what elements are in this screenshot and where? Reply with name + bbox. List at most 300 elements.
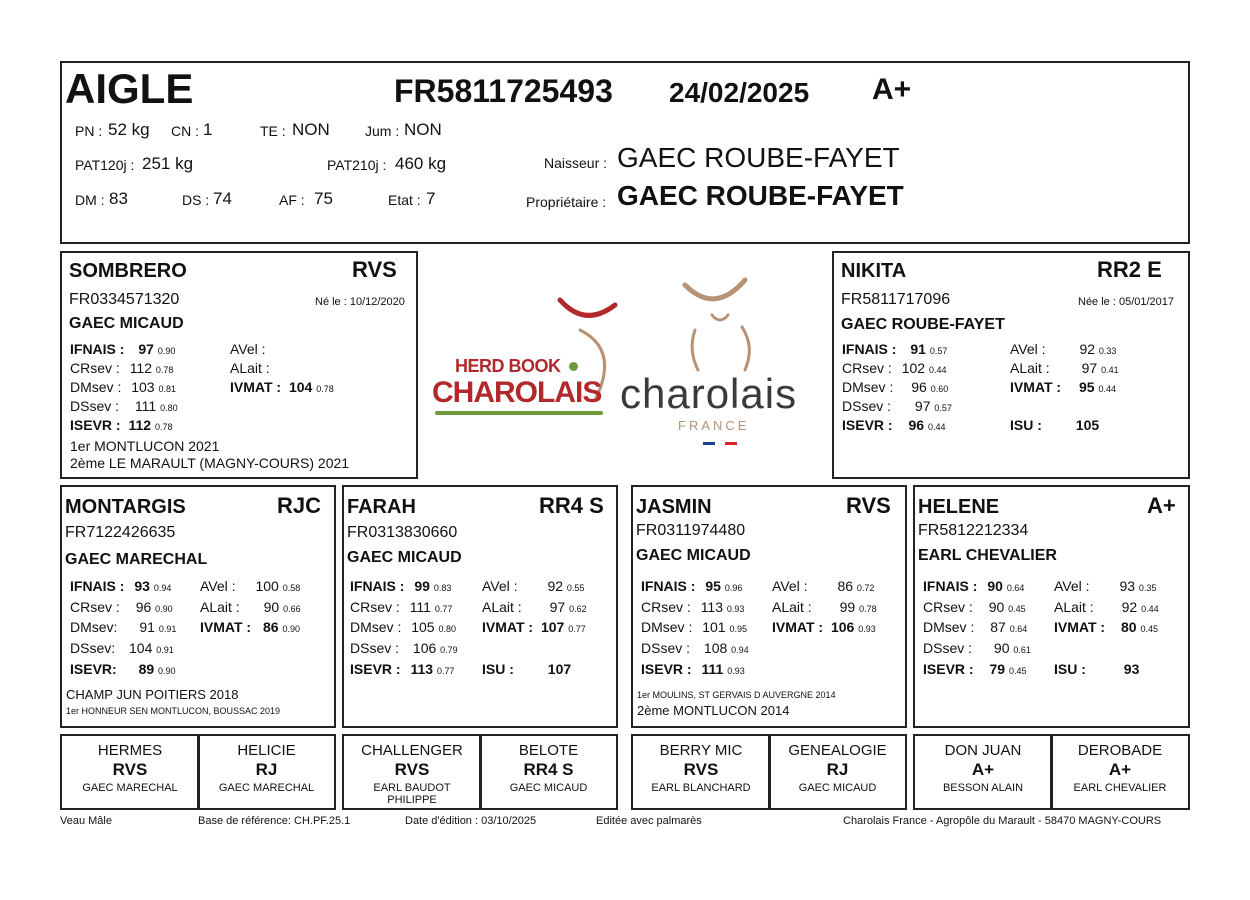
isevr-precision: 0.90 <box>158 666 176 676</box>
ggp-name: GENEALOGIE <box>788 742 887 759</box>
dmsev-precision: 0.64 <box>1009 624 1028 634</box>
gp-dmsev-row <box>70 619 176 635</box>
ggp-cell <box>1050 734 1190 810</box>
ggp-qualification: A+ <box>1108 760 1132 779</box>
gp-name: FARAH <box>347 496 416 518</box>
isu-value: 107 <box>547 661 572 677</box>
ifnais-label: IFNAIS : <box>641 578 696 594</box>
gp-alait-row <box>482 599 587 615</box>
ifnais-label: IFNAIS : <box>923 578 978 594</box>
crsev-label: CRsev : <box>350 599 400 615</box>
gp-ifnais-row <box>641 578 742 594</box>
ggp-owner: EARL BAUDOT PHILIPPE <box>373 782 451 806</box>
isevr-precision: 0.77 <box>436 666 455 676</box>
gp-owner: GAEC MARECHAL <box>65 551 208 568</box>
isevr-value: 96 <box>908 417 925 433</box>
granddam-maternal-box <box>913 485 1190 728</box>
footer-organization: Charolais France - Agropôle du Marault - 58470 MAGNY-COURS <box>843 815 1162 827</box>
dmsev-label: DMsev : <box>70 379 122 395</box>
pn-value: 52 kg <box>108 120 150 139</box>
avel-precision: 0.55 <box>566 583 585 593</box>
isevr-precision: 0.45 <box>1008 666 1027 676</box>
flag-red-bar <box>725 442 737 445</box>
isu-label: ISU : <box>1010 417 1042 433</box>
ggp-name: HERMES <box>97 742 163 759</box>
dssev-label: DSsev : <box>641 640 691 656</box>
crsev-label: CRsev : <box>70 360 120 376</box>
isevr-value: 89 <box>138 661 155 677</box>
isevr-value: 112 <box>128 417 152 433</box>
ggp-name: HELICIE <box>237 742 296 759</box>
ivmat-precision: 0.93 <box>858 624 876 634</box>
gp-qualification: RJC <box>277 493 322 518</box>
crsev-precision: 0.78 <box>155 365 174 375</box>
crsev-value: 111 <box>409 599 431 615</box>
dam-qualification: RR2 E <box>1097 257 1162 282</box>
pat120-label: PAT120j : <box>75 157 135 173</box>
gp-crsev-row <box>70 599 173 615</box>
dam-alait-row <box>1010 360 1119 376</box>
cn-value: 1 <box>203 120 213 139</box>
gp-avel-row <box>772 578 874 594</box>
gp-dmsev-row <box>350 619 456 635</box>
ggp-qualification: A+ <box>971 760 995 779</box>
gp-title-1: CHAMP JUN POITIERS 2018 <box>66 687 239 702</box>
dam-name: NIKITA <box>841 260 907 282</box>
isevr-precision: 0.44 <box>927 422 946 432</box>
gp-name: MONTARGIS <box>65 496 186 518</box>
dmsev-precision: 0.80 <box>438 624 457 634</box>
avel-precision: 0.72 <box>856 583 875 593</box>
gp-dssev-row <box>641 640 749 656</box>
gp-name: JASMIN <box>636 496 712 518</box>
flag-blue-bar <box>703 442 715 445</box>
sire-name: SOMBRERO <box>69 260 187 282</box>
dmsev-precision: 0.95 <box>729 624 748 634</box>
dssev-value: 104 <box>129 640 153 656</box>
ggp-cell <box>768 734 907 810</box>
herdbook-dot-icon <box>569 362 578 371</box>
sire-alait-row <box>230 360 270 376</box>
avel-label: AVel : <box>482 578 518 594</box>
gp-dssev-row <box>70 640 174 656</box>
alait-label: ALait : <box>200 599 240 615</box>
gp-isu-row <box>1054 661 1139 677</box>
te-value: NON <box>292 120 330 139</box>
crsev-label: CRsev : <box>842 360 892 376</box>
dam-birth-date: Née le : 05/01/2017 <box>1078 296 1175 308</box>
gp-ivmat-row <box>482 619 586 635</box>
dmsev-value: 105 <box>411 619 435 635</box>
sire-isevr-row <box>70 417 172 433</box>
dam-avel-row <box>1010 341 1116 357</box>
dam-ifnais-row <box>842 341 947 357</box>
isevr-label: ISEVR : <box>641 661 692 677</box>
isevr-label: ISEVR : <box>923 661 974 677</box>
ivmat-label: IVMAT : <box>200 619 252 635</box>
ggp-owner: BESSON ALAIN <box>942 782 1024 794</box>
alait-label: ALait : <box>1010 360 1050 376</box>
proprietaire-value: GAEC ROUBE-FAYET <box>617 180 904 211</box>
avel-precision: 0.58 <box>282 583 301 593</box>
dam-isu-row <box>1010 417 1099 433</box>
ggp-qualification: RVS <box>394 760 430 779</box>
ggp-owner: EARL CHEVALIER <box>1073 782 1167 794</box>
isu-value: 105 <box>1075 417 1100 433</box>
crsev-precision: 0.93 <box>726 604 745 614</box>
alait-value: 90 <box>263 599 280 615</box>
dssev-value: 106 <box>412 640 437 656</box>
sire-title-2: 2ème LE MARAULT (MAGNY-COURS) 2021 <box>70 455 350 471</box>
gp-crsev-row <box>641 599 744 615</box>
isevr-label: ISEVR : <box>350 661 401 677</box>
dam-dmsev-row <box>842 379 948 395</box>
ifnais-value: 93 <box>134 578 150 594</box>
ggp-cell <box>60 734 200 810</box>
crsev-precision: 0.90 <box>155 604 173 614</box>
af-label: AF : <box>279 192 305 208</box>
gp-alait-row <box>200 599 301 615</box>
proprietaire-label: Propriétaire : <box>526 194 607 210</box>
avel-label: AVel : <box>230 341 266 357</box>
animal-id: FR5811725493 <box>394 73 613 109</box>
crsev-precision: 0.45 <box>1008 604 1026 614</box>
ifnais-label: IFNAIS : <box>70 578 125 594</box>
isevr-value: 113 <box>410 661 434 677</box>
ivmat-value: 107 <box>540 619 565 635</box>
isevr-label: ISEVR : <box>70 417 121 433</box>
alait-label: ALait : <box>230 360 270 376</box>
af-value: 75 <box>314 189 333 208</box>
ifnais-value: 91 <box>910 341 926 357</box>
dssev-precision: 0.91 <box>156 645 174 655</box>
footer-base: Base de référence: CH.PF.25.1 <box>198 815 351 827</box>
ggp-qualification: RVS <box>112 760 148 779</box>
alait-precision: 0.66 <box>283 604 301 614</box>
ggp-name: CHALLENGER <box>361 742 463 759</box>
dam-box <box>832 251 1190 479</box>
footer-palmares: Editée avec palmarès <box>596 815 702 827</box>
ivmat-precision: 0.78 <box>316 384 334 394</box>
gp-ifnais-row <box>350 578 451 594</box>
ggp-cell <box>197 734 336 810</box>
ifnais-value: 90 <box>987 578 1003 594</box>
ggp-name: DEROBADE <box>1077 742 1163 759</box>
ifnais-value: 97 <box>138 341 154 357</box>
gp-ivmat-row <box>200 619 300 635</box>
ifnais-precision: 0.96 <box>724 583 743 593</box>
sire-ivmat-row <box>230 379 334 395</box>
ggp-qualification: RJ <box>826 760 849 779</box>
gp-id: FR0311974480 <box>636 522 746 539</box>
dmsev-label: DMsev : <box>842 379 894 395</box>
ivmat-precision: 0.44 <box>1098 384 1116 394</box>
gp-title-1: 1er MOULINS, ST GERVAIS D AUVERGNE 2014 <box>637 690 836 700</box>
sire-qualification: RVS <box>352 257 397 282</box>
isu-label: ISU : <box>1054 661 1086 677</box>
ggp-cell <box>479 734 618 810</box>
ifnais-label: IFNAIS : <box>350 578 405 594</box>
animal-date: 24/02/2025 <box>669 77 810 108</box>
crsev-precision: 0.77 <box>434 604 453 614</box>
gp-title-2: 2ème MONTLUCON 2014 <box>637 703 790 718</box>
dssev-label: DSsev : <box>350 640 400 656</box>
ggp-cell <box>913 734 1053 810</box>
alait-precision: 0.62 <box>569 604 587 614</box>
gp-avel-row <box>1054 578 1156 594</box>
gp-name: HELENE <box>918 496 1000 518</box>
animal-name: AIGLE <box>65 65 194 112</box>
ivmat-value: 95 <box>1078 379 1095 395</box>
pat120-value: 251 kg <box>142 154 194 173</box>
alait-label: ALait : <box>772 599 812 615</box>
crsev-precision: 0.44 <box>928 365 947 375</box>
ggp-name: BELOTE <box>518 742 579 759</box>
gp-crsev-row <box>923 599 1026 615</box>
sire-crsev-row <box>70 360 173 376</box>
herdbook-top-text: HERD BOOK <box>455 356 561 376</box>
dmsev-label: DMsev : <box>641 619 693 635</box>
gp-qualification: RR4 S <box>539 493 604 518</box>
dssev-value: 111 <box>134 398 157 414</box>
dam-ivmat-row <box>1010 379 1116 395</box>
animal-qualification: A+ <box>872 73 912 106</box>
gp-isevr-row <box>641 661 745 677</box>
ggp-owner: GAEC MARECHAL <box>82 782 178 794</box>
crsev-value: 96 <box>135 599 152 615</box>
avel-label: AVel : <box>1054 578 1090 594</box>
isevr-precision: 0.93 <box>727 666 745 676</box>
dm-label: DM : <box>75 192 105 208</box>
crsev-value: 102 <box>901 360 926 376</box>
ggp-name: DON JUAN <box>944 742 1022 759</box>
dmsev-value: 101 <box>702 619 726 635</box>
dssev-value: 108 <box>703 640 728 656</box>
dssev-label: DSsev : <box>70 398 120 414</box>
dmsev-label: DMsev : <box>350 619 402 635</box>
animal-header-box <box>60 61 1190 244</box>
dmsev-precision: 0.81 <box>158 384 177 394</box>
isevr-value: 79 <box>989 661 1006 677</box>
gp-ivmat-row <box>772 619 876 635</box>
dmsev-value: 96 <box>911 379 927 395</box>
crsev-value: 112 <box>129 360 153 376</box>
avel-label: AVel : <box>1010 341 1046 357</box>
ifnais-label: IFNAIS : <box>842 341 897 357</box>
sire-ifnais-row <box>70 341 175 357</box>
dssev-label: DSsev : <box>923 640 973 656</box>
charolais-logo-text: charolais <box>620 370 798 417</box>
ifnais-value: 95 <box>705 578 721 594</box>
crsev-value: 113 <box>700 599 724 615</box>
gp-owner: GAEC MICAUD <box>347 549 462 566</box>
sire-box <box>60 251 418 479</box>
dssev-label: DSsev : <box>842 398 892 414</box>
naisseur-value: GAEC ROUBE-FAYET <box>617 142 900 173</box>
ivmat-value: 104 <box>288 379 313 395</box>
herdbook-underline <box>435 411 603 415</box>
footer-sex: Veau Mâle <box>60 815 112 827</box>
dssev-precision: 0.80 <box>160 403 178 413</box>
gp-qualification: A+ <box>1147 493 1176 518</box>
gp-isevr-row <box>70 661 176 677</box>
dssev-precision: 0.61 <box>1013 645 1031 655</box>
alait-value: 97 <box>1081 360 1098 376</box>
sire-id: FR0334571320 <box>69 291 180 308</box>
ggp-cell <box>342 734 482 810</box>
dm-value: 83 <box>109 189 128 208</box>
sire-birth-date: Né le : 10/12/2020 <box>315 296 405 308</box>
alait-value: 99 <box>839 599 856 615</box>
ifnais-precision: 0.90 <box>157 346 176 356</box>
avel-precision: 0.35 <box>1138 583 1157 593</box>
sire-avel-row <box>230 341 266 357</box>
gp-alait-row <box>772 599 877 615</box>
ivmat-value: 80 <box>1120 619 1137 635</box>
dmsev-value: 91 <box>139 619 155 635</box>
gp-title-2: 1er HONNEUR SEN MONTLUCON, BOUSSAC 2019 <box>66 706 281 716</box>
avel-value: 92 <box>547 578 564 594</box>
ggp-owner: GAEC MARECHAL <box>218 782 315 794</box>
dssev-precision: 0.57 <box>934 403 952 413</box>
ggp-owner: EARL BLANCHARD <box>651 782 751 794</box>
grandsire-maternal-box <box>631 485 907 728</box>
alait-value: 92 <box>1121 599 1138 615</box>
jum-value: NON <box>404 120 442 139</box>
ggp-name: BERRY MIC <box>659 742 743 759</box>
ggp-cell <box>631 734 771 810</box>
cn-label: CN : <box>171 123 199 139</box>
isevr-label: ISEVR : <box>842 417 893 433</box>
ggp-qualification: RJ <box>255 760 278 779</box>
ifnais-precision: 0.83 <box>433 583 452 593</box>
alait-precision: 0.44 <box>1141 604 1159 614</box>
avel-label: AVel : <box>200 578 236 594</box>
ggp-owner: GAEC MICAUD <box>509 782 588 794</box>
footer-edit-date: Date d'édition : 03/10/2025 <box>405 815 537 827</box>
ivmat-label: IVMAT : <box>1010 379 1062 395</box>
gp-owner: EARL CHEVALIER <box>918 547 1057 564</box>
etat-value: 7 <box>426 189 436 208</box>
ifnais-label: IFNAIS : <box>70 341 125 357</box>
gp-ivmat-row <box>1054 619 1158 635</box>
sire-dssev-row <box>70 398 178 414</box>
ifnais-precision: 0.94 <box>153 583 172 593</box>
dssev-label: DSsev: <box>70 640 116 656</box>
avel-value: 100 <box>255 578 279 594</box>
crsev-value: 90 <box>988 599 1005 615</box>
gp-id: FR5812212334 <box>918 522 1029 539</box>
gp-ifnais-row <box>70 578 171 594</box>
crsev-label: CRsev : <box>641 599 691 615</box>
isevr-value: 111 <box>701 661 724 677</box>
pn-label: PN : <box>75 123 103 139</box>
dssev-value: 97 <box>914 398 931 414</box>
alait-precision: 0.41 <box>1101 365 1119 375</box>
ivmat-label: IVMAT : <box>1054 619 1106 635</box>
ivmat-precision: 0.45 <box>1140 624 1158 634</box>
gp-crsev-row <box>350 599 452 615</box>
dmsev-label: DMsev: <box>70 619 118 635</box>
dmsev-precision: 0.60 <box>930 384 949 394</box>
sire-dmsev-row <box>70 379 176 395</box>
gp-alait-row <box>1054 599 1159 615</box>
jum-label: Jum : <box>365 123 400 139</box>
sire-title-1: 1er MONTLUCON 2021 <box>70 438 220 454</box>
avel-value: 93 <box>1119 578 1136 594</box>
dmsev-precision: 0.91 <box>158 624 177 634</box>
avel-value: 92 <box>1079 341 1096 357</box>
dmsev-label: DMsev : <box>923 619 975 635</box>
gp-id: FR7122426635 <box>65 524 176 541</box>
te-label: TE : <box>260 123 286 139</box>
gp-dssev-row <box>923 640 1031 656</box>
dssev-precision: 0.94 <box>731 645 749 655</box>
gp-avel-row <box>200 578 300 594</box>
ivmat-precision: 0.90 <box>282 624 300 634</box>
gp-owner: GAEC MICAUD <box>636 547 751 564</box>
ggp-qualification: RVS <box>683 760 719 779</box>
ds-value: 74 <box>213 189 232 208</box>
etat-label: Etat : <box>388 192 421 208</box>
alait-value: 97 <box>549 599 566 615</box>
charolais-bull-head-icon <box>670 275 810 385</box>
gp-ifnais-row <box>923 578 1024 594</box>
logo-area <box>420 270 830 460</box>
isu-value: 93 <box>1123 661 1140 677</box>
dssev-value: 90 <box>993 640 1010 656</box>
gp-isu-row <box>482 661 571 677</box>
ivmat-value: 106 <box>830 619 855 635</box>
alait-label: ALait : <box>1054 599 1094 615</box>
isevr-label: ISEVR: <box>70 661 117 677</box>
gp-dmsev-row <box>923 619 1027 635</box>
dam-isevr-row <box>842 417 945 433</box>
dam-owner: GAEC ROUBE-FAYET <box>841 316 1005 333</box>
ifnais-value: 99 <box>414 578 430 594</box>
ifnais-precision: 0.57 <box>929 346 948 356</box>
gp-dmsev-row <box>641 619 747 635</box>
ifnais-precision: 0.64 <box>1006 583 1025 593</box>
alait-precision: 0.78 <box>859 604 877 614</box>
crsev-label: CRsev : <box>923 599 973 615</box>
gp-isevr-row <box>923 661 1026 677</box>
ivmat-label: IVMAT : <box>772 619 824 635</box>
avel-value: 86 <box>837 578 854 594</box>
dam-dssev-row <box>842 398 952 414</box>
dam-crsev-row <box>842 360 946 376</box>
gp-avel-row <box>482 578 584 594</box>
pat210-label: PAT210j : <box>327 157 387 173</box>
sire-owner: GAEC MICAUD <box>69 315 184 332</box>
gp-id: FR0313830660 <box>347 524 458 541</box>
france-logo-text: FRANCE <box>678 418 750 433</box>
isu-label: ISU : <box>482 661 514 677</box>
naisseur-label: Naisseur : <box>544 155 608 171</box>
dssev-precision: 0.79 <box>440 645 458 655</box>
dmsev-value: 87 <box>990 619 1006 635</box>
ivmat-precision: 0.77 <box>568 624 586 634</box>
dam-id: FR5811717096 <box>841 291 951 308</box>
ggp-qualification: RR4 S <box>523 760 574 779</box>
ivmat-label: IVMAT : <box>482 619 534 635</box>
gp-qualification: RVS <box>846 493 891 518</box>
grandsire-paternal-box <box>60 485 336 728</box>
gp-isevr-row <box>350 661 454 677</box>
herdbook-main-text: CHAROLAIS <box>432 376 602 409</box>
granddam-paternal-box <box>342 485 618 728</box>
dmsev-value: 103 <box>131 379 155 395</box>
